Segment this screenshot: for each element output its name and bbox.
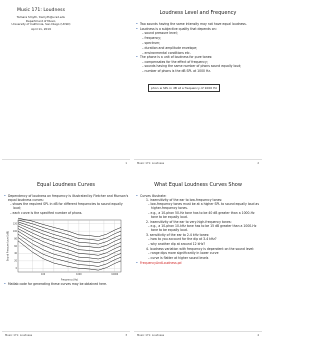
y-tick-label: 20 [14, 259, 17, 263]
y-tick-label: 60 [14, 245, 17, 249]
sub-item: – range dips more significantly in lower curve [151, 251, 262, 255]
sub-list [146, 251, 262, 260]
list-item [140, 194, 262, 260]
y-tick-label: 80 [14, 237, 17, 241]
numbered-item-text: 1. insensitivity of the ear to low-frequency tones: [146, 198, 223, 203]
page-number: 4 [257, 334, 259, 337]
slide-footer [134, 159, 262, 167]
sub-item: – curve is flatter at higher sound levels [151, 256, 262, 260]
numbered-item [146, 233, 262, 246]
sub-item: – spectrum; [145, 41, 262, 45]
sub-item: – why another dip at around 12 kHz? [151, 242, 262, 246]
list-item: • Two sounds having the same intensity may not have equal loudness. [140, 22, 262, 26]
page-number: 2 [257, 162, 259, 165]
author-line: Tamara Smyth, trsmyth@ucsd.edu [16, 15, 66, 19]
title-block [6, 8, 76, 31]
page-number: 3 [125, 334, 127, 337]
y-axis-label: Sound Pressure Level (dB) [6, 231, 10, 262]
sub-item: – low-frequency tones must be at a higher SPL to sound equally loud as higher-frequency tones. [151, 202, 262, 210]
slide-heading: Loudness Level and Frequency [159, 10, 237, 16]
sub-item: – e.g., a 10-phon 50-Hz tone has to be 40 dB greater than a 1000-Hz tone to be equally loud. [151, 211, 262, 219]
sub-item: – number of phons is the dB SPL at 1000 Hz. [145, 69, 262, 73]
slide-heading: What Equal Loudness Curves Show [154, 182, 242, 188]
department-line: Department of Music, [25, 18, 57, 23]
list-item-text: Curves illustrate: [140, 194, 167, 198]
sub-list [146, 224, 262, 232]
footer-left: Music 171: Loudness [137, 334, 165, 337]
slide-heading: Equal Loudness Curves [36, 182, 96, 188]
bullet-list [2, 194, 130, 215]
x-tick-label: 100 [40, 273, 46, 277]
bullet-list [2, 282, 130, 286]
footer-left: Music 171: Loudness [5, 334, 33, 337]
x-tick-label: 10000 [111, 273, 119, 277]
slide-equal-loudness [2, 174, 130, 339]
university-line: University of California, San Diego (UCSD) [11, 22, 71, 27]
sub-list [140, 60, 262, 74]
date-line: April 11, 2019 [31, 26, 51, 31]
sub-item: – sound pressure level; [145, 31, 262, 35]
sub-list [146, 237, 262, 246]
slide-footer [134, 331, 262, 339]
sub-item: – environmental conditions etc. [145, 51, 262, 55]
sub-item: – e.g., a 10-phon 10-kHz tone has to be 15 dB greater than a 1000-Hz tone to be equally loud. [151, 224, 262, 232]
list-item [140, 27, 262, 55]
list-item [140, 261, 262, 265]
chart-svg [6, 217, 124, 281]
bullet-list [134, 22, 262, 73]
y-tick-label: 120 [12, 222, 17, 226]
slide-footer [2, 159, 130, 167]
list-item-text: The phone is a unit of loudness for pure tones: [140, 55, 213, 60]
sub-item: – shows the required SPL in dB for different frequencies to sound equally loud; [13, 202, 130, 210]
sub-item: – sounds having the same number of phons sound equally loud; [145, 64, 262, 68]
slide-curves-show [134, 174, 262, 339]
slide-title [2, 2, 130, 167]
y-tick-label: 100 [12, 230, 17, 234]
list-item-text: Dependency of loudness on frequency is illustrated by Fletcher and Munson's equal loudness curves: [8, 194, 129, 203]
numbered-item [146, 198, 262, 219]
x-tick-label: 1000 [76, 273, 82, 277]
sub-list [8, 202, 130, 215]
numbered-item [146, 247, 262, 260]
list-item-text: Matlab code for generating these curves may be obtained here. [8, 282, 108, 287]
pd-file-link[interactable]: FrequencyAndLoudness.pd [140, 260, 182, 265]
list-item [8, 194, 130, 215]
sub-list [140, 31, 262, 55]
list-item-text: Loudness is a subjective quality that depends on: [140, 26, 217, 31]
list-item [8, 282, 130, 286]
sub-item: – compensates for the effect of frequency; [145, 60, 262, 64]
sub-item: – duration and amplitude envelope; [145, 46, 262, 50]
numbered-list [140, 198, 262, 260]
footer-left: Music 171: Loudness [137, 162, 165, 165]
sub-list [146, 202, 262, 219]
sub-item: – each curve is the specified number of phons. [13, 211, 130, 215]
y-tick-label: 0 [15, 267, 17, 271]
numbered-item-text: 2. insensitivity of the ear to very-high-frequency tones: [146, 220, 232, 225]
slide-loudness-level [134, 2, 262, 167]
y-tick-label: 40 [14, 252, 17, 256]
list-item [140, 55, 262, 73]
equal-loudness-chart [6, 217, 124, 281]
sub-item: – frequency; [145, 36, 262, 40]
sub-item: – how to you account for the dip at 3-4 kHz? [151, 237, 262, 241]
x-axis-label: Frequency (Hz) [60, 278, 79, 282]
slide-footer [2, 331, 130, 339]
definition-box: phon ≡ SPL in dB at a frequency of 1000 Hz [148, 84, 220, 92]
numbered-item-text: 4. loudness variation with frequency is dependent on the sound level: [146, 247, 255, 252]
lecture-title: Music 171: Loudness [17, 8, 65, 13]
page-number: 1 [125, 162, 127, 165]
numbered-item-text: 3. sensitivity of the ear to 2-4 kHz tones: [146, 233, 210, 238]
bullet-list [134, 194, 262, 265]
numbered-item [146, 220, 262, 232]
